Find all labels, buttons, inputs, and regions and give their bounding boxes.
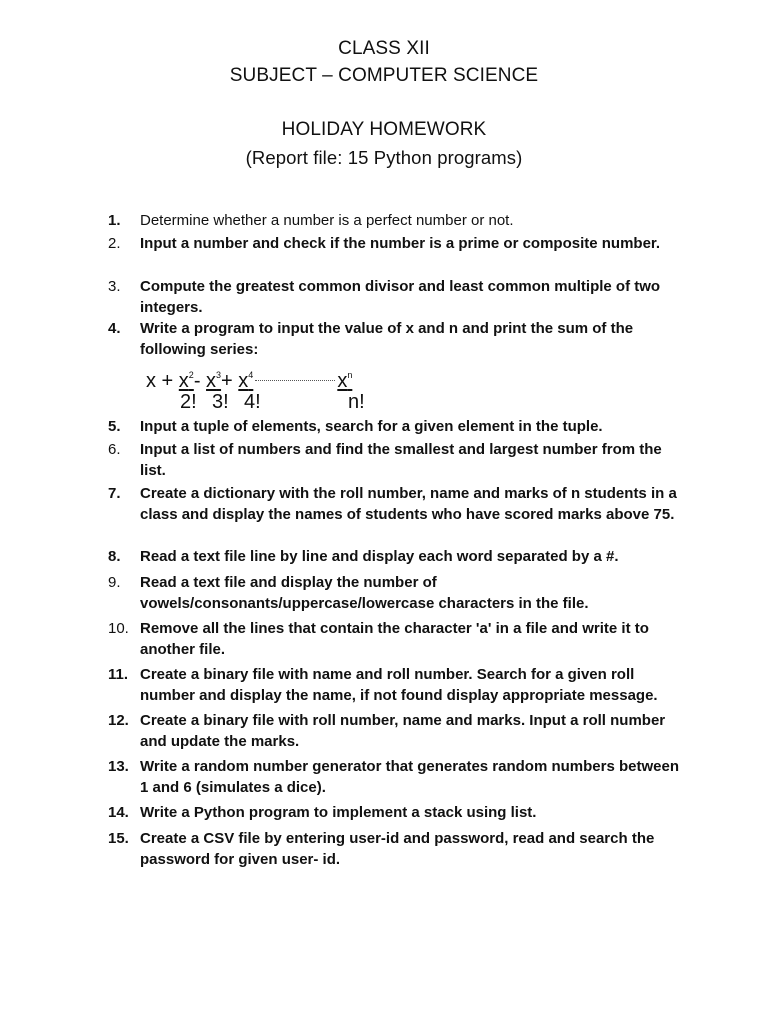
series-term-4-base: x	[238, 370, 249, 392]
list-item	[108, 210, 688, 231]
series-term-4	[238, 370, 253, 392]
list-item	[108, 483, 688, 525]
list-item	[108, 756, 688, 798]
item-number: 10.	[108, 620, 129, 637]
series-term-n-base: x	[337, 370, 348, 392]
series-plus-2: +	[221, 370, 239, 392]
series-denominator-3: 3!	[212, 391, 229, 413]
series-denominator-2: 2!	[180, 391, 197, 413]
item-number: 11.	[108, 666, 129, 683]
list-item	[108, 828, 688, 870]
series-ellipsis-line	[255, 380, 335, 381]
item-text: Read a text file line by line and display each word separated by a #.	[140, 548, 619, 565]
item-text: Write a Python program to implement a stack using list.	[140, 804, 537, 821]
item-number: 7.	[108, 485, 121, 502]
series-denominator-n: n!	[348, 391, 365, 413]
series-exponent-n: n	[347, 370, 353, 380]
item-number: 14.	[108, 804, 129, 821]
homework-title: HOLIDAY HOMEWORK	[281, 119, 487, 140]
series-term-2-base: x	[178, 370, 189, 392]
item-text: Input a tuple of elements, search for a given element in the tuple.	[140, 418, 603, 435]
list-item	[108, 710, 688, 752]
item-number: 8.	[108, 548, 121, 565]
item-text: Input a number and check if the number is a prime or composite number.	[140, 235, 661, 252]
series-exponent-4: 4	[248, 370, 254, 380]
list-item	[108, 416, 688, 437]
series-minus: -	[193, 370, 207, 392]
class-heading: CLASS XII	[338, 38, 430, 59]
homework-subtitle: (Report file: 15 Python programs)	[245, 147, 523, 168]
item-text: Write a program to input the value of x and n and print the sum of the following series:	[140, 320, 634, 358]
item-text: Create a dictionary with the roll number, name and marks of n students in a class and display the names of students who have scored marks above 75.	[140, 485, 677, 523]
list-item	[108, 276, 688, 318]
item-text: Remove all the lines that contain the character 'a' in a file and write it to another file.	[140, 620, 649, 658]
list-item	[108, 439, 688, 481]
item-number: 6.	[108, 441, 121, 458]
subject-heading: SUBJECT – COMPUTER SCIENCE	[229, 65, 539, 86]
item-text: Create a binary file with name and roll number. Search for a given roll number and display the name, if not found display appropriate message.	[140, 666, 658, 704]
series-term-2	[179, 370, 194, 392]
item-number: 9.	[108, 574, 121, 591]
item-number: 15.	[108, 830, 129, 847]
list-item	[108, 664, 688, 706]
series-plus: +	[156, 370, 179, 392]
list-item	[108, 233, 688, 254]
item-number: 3.	[108, 278, 121, 295]
list-item	[108, 572, 688, 614]
item-text: Create a binary file with roll number, name and marks. Input a roll number and update the marks.	[140, 712, 666, 750]
series-term-3	[206, 370, 221, 392]
item-text: Write a random number generator that generates random numbers between 1 and 6 (simulates a dice).	[140, 758, 680, 796]
series-numerators	[146, 362, 353, 392]
list-item	[108, 618, 688, 660]
item-text: Create a CSV file by entering user-id and password, read and search the password for given user- id.	[140, 830, 655, 868]
item-text: Read a text file and display the number of vowels/consonants/uppercase/lowercase characters in the file.	[140, 574, 589, 612]
item-text: Determine whether a number is a perfect number or not.	[140, 212, 514, 229]
item-number: 5.	[108, 418, 121, 435]
item-number: 13.	[108, 758, 129, 775]
item-number: 4.	[108, 320, 121, 337]
list-item	[108, 318, 688, 360]
series-exponent-3: 3	[216, 370, 222, 380]
item-text: Input a list of numbers and find the smallest and largest number from the list.	[140, 441, 662, 479]
series-denominator-4: 4!	[244, 391, 261, 413]
item-text: Compute the greatest common divisor and least common multiple of two integers.	[140, 278, 661, 316]
list-item	[108, 546, 688, 567]
series-term-n	[337, 370, 352, 392]
item-number: 1.	[108, 212, 121, 229]
list-item	[108, 802, 688, 823]
series-exponent-2: 2	[188, 370, 194, 380]
series-term-3-base: x	[206, 370, 217, 392]
series-formula	[146, 362, 406, 414]
series-x: x	[146, 370, 156, 392]
item-number: 12.	[108, 712, 129, 729]
item-number: 2.	[108, 235, 121, 252]
